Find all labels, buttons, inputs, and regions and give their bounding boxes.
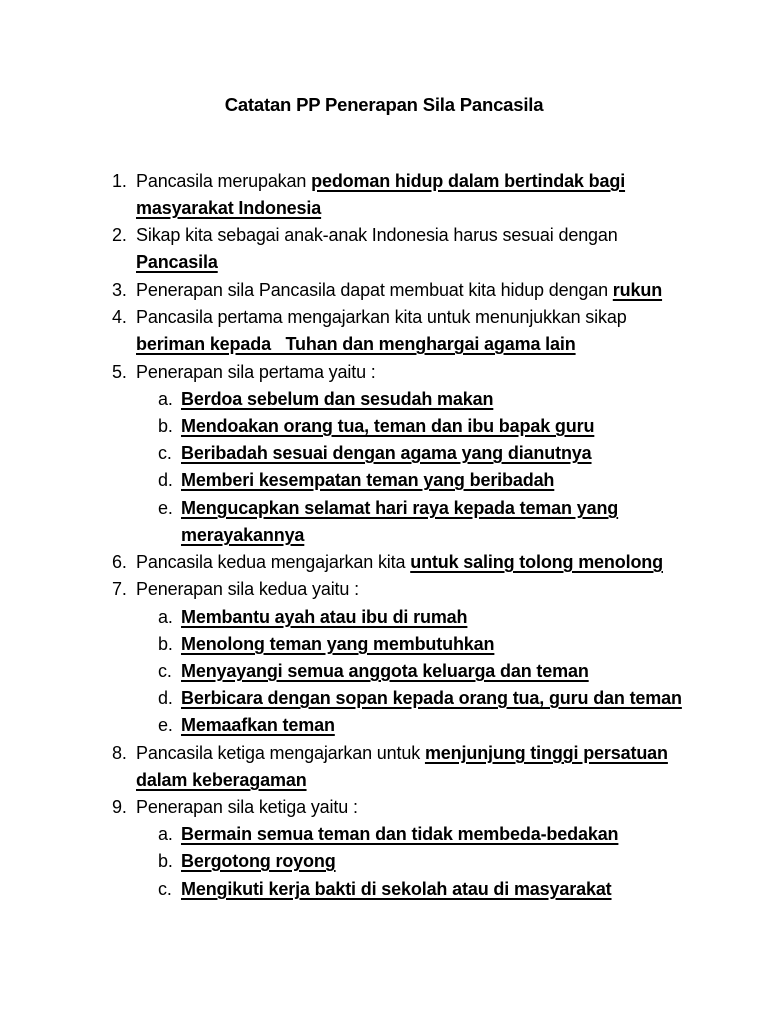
item-number: 2. <box>112 225 127 245</box>
sub-item-letter: d. <box>158 470 173 490</box>
page-title: Catatan PP Penerapan Sila Pancasila <box>224 94 544 115</box>
sub-item-letter: e. <box>158 715 173 735</box>
sub-item-letter: c. <box>158 661 172 681</box>
item-text: Penerapan sila Pancasila dapat membuat kita hidup dengan <box>136 280 613 300</box>
sub-item-letter: e. <box>158 498 173 518</box>
sub-item-letter: a. <box>158 824 173 844</box>
sub-item-text: Berbicara dengan sopan kepada orang tua, guru dan teman <box>181 688 682 708</box>
item-emphasis: rukun <box>612 280 663 300</box>
sub-item-letter: c. <box>158 879 172 899</box>
sub-item-text: Bermain semua teman dan tidak membeda-bedakan <box>181 824 619 844</box>
sub-item-letter: c. <box>158 443 172 463</box>
item-number: 8. <box>112 743 127 763</box>
item-emphasis: Pancasila <box>136 252 218 272</box>
item-emphasis: menjunjung tinggi persatuan <box>424 743 668 763</box>
item-number: 3. <box>112 280 127 300</box>
item-text: Pancasila ketiga mengajarkan untuk <box>136 743 425 763</box>
sub-item-text: Mengikuti kerja bakti di sekolah atau di masyarakat <box>181 879 612 899</box>
sub-item-text: Memaafkan teman <box>181 715 335 735</box>
sub-item-text: Mendoakan orang tua, teman dan ibu bapak guru <box>181 416 595 436</box>
item-number: 5. <box>112 362 127 382</box>
sub-item-text: Menolong teman yang membutuhkan <box>181 634 495 654</box>
item-text: Penerapan sila pertama yaitu : <box>136 362 376 382</box>
item-number: 1. <box>112 171 127 191</box>
item-emphasis: beriman kepada Tuhan dan menghargai agama lain <box>136 334 576 354</box>
sub-item-text: Mengucapkan selamat hari raya kepada teman yang <box>181 498 619 518</box>
sub-item-text: Menyayangi semua anggota keluarga dan teman <box>181 661 589 681</box>
sub-item-text: Beribadah sesuai dengan agama yang dianutnya <box>181 443 592 463</box>
item-text: Pancasila merupakan <box>136 171 312 191</box>
sub-item-letter: b. <box>158 851 173 871</box>
sub-item-text: Bergotong royong <box>181 851 336 871</box>
sub-item-text: Memberi kesempatan teman yang beribadah <box>181 470 555 490</box>
item-emphasis: masyarakat Indonesia <box>136 198 322 218</box>
item-emphasis: pedoman hidup dalam bertindak bagi <box>311 171 626 191</box>
item-number: 4. <box>112 307 127 327</box>
sub-item-text: merayakannya <box>181 525 305 545</box>
item-text: Pancasila pertama mengajarkan kita untuk menunjukkan sikap <box>136 307 627 327</box>
sub-item-letter: d. <box>158 688 173 708</box>
item-text: Sikap kita sebagai anak-anak Indonesia harus sesuai dengan <box>136 225 618 245</box>
sub-item-letter: a. <box>158 607 173 627</box>
item-number: 6. <box>112 552 127 572</box>
sub-item-text: Membantu ayah atau ibu di rumah <box>181 607 468 627</box>
sub-item-letter: b. <box>158 416 173 436</box>
sub-item-letter: a. <box>158 389 173 409</box>
item-emphasis: dalam keberagaman <box>136 770 307 790</box>
item-number: 7. <box>112 579 127 599</box>
item-text: Pancasila kedua mengajarkan kita <box>136 552 411 572</box>
sub-item-text: Berdoa sebelum dan sesudah makan <box>181 389 494 409</box>
sub-item-letter: b. <box>158 634 173 654</box>
item-text: Penerapan sila kedua yaitu : <box>136 579 359 599</box>
item-number: 9. <box>112 797 127 817</box>
item-text: Penerapan sila ketiga yaitu : <box>136 797 358 817</box>
item-emphasis: untuk saling tolong menolong <box>410 552 663 572</box>
